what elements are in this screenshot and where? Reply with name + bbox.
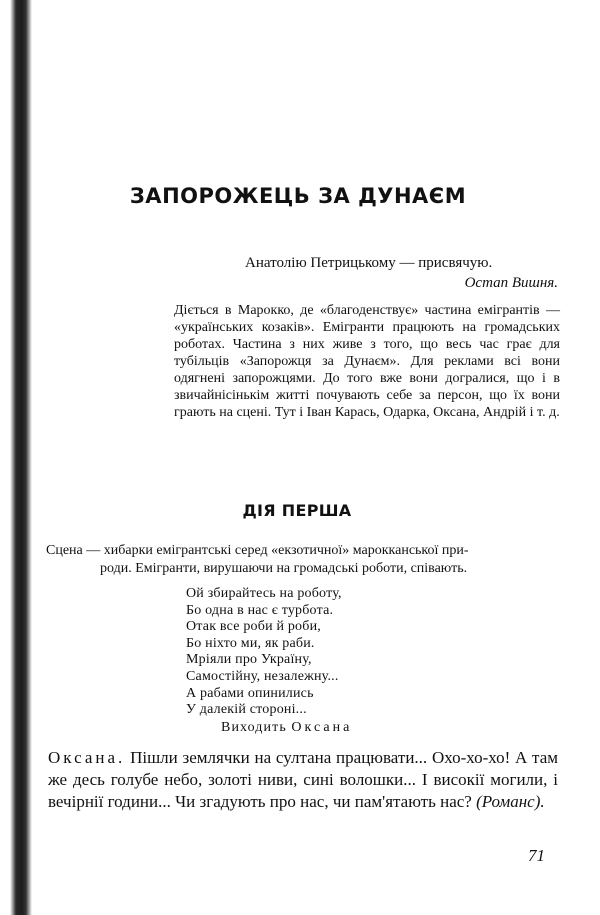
act-title: ДІЯ ПЕРША (242, 501, 352, 520)
page-title: ЗАПОРОЖЕЦЬ ЗА ДУНАЄМ (129, 184, 467, 208)
author-signature: Остап Вишня. (464, 275, 558, 291)
song-line: Ой збирайтесь на роботу, (186, 586, 342, 601)
song-line: Самостійну, незалежну... (186, 668, 339, 684)
page-number: 71 (528, 846, 545, 865)
dedication (245, 253, 560, 293)
speaker-name: Оксана. (48, 748, 126, 767)
song-line: Бо одна в нас є турбота. (186, 602, 334, 618)
stage-direction-character: Оксана (291, 720, 353, 735)
song-line: Отак все роби й роби, (186, 619, 321, 635)
dialogue-paragraph (48, 747, 558, 813)
song-line: Мріяли про Україну, (186, 652, 312, 668)
scene-line-2: роди. Емігранти, вирушаючи на громадські роботи, співають. (100, 561, 468, 576)
song-line: У далекій стороні... (186, 702, 307, 718)
stage-direction-verb: Виходить (221, 720, 287, 735)
scene-line-1: Сцена — хибарки емігрантські серед «екзотичної» марокканської при- (46, 543, 469, 558)
scene-description (46, 542, 556, 578)
song-line: Бо ніхто ми, як раби. (186, 635, 315, 651)
stage-remark: (Романс). (476, 792, 545, 811)
dedication-line: Анатолію Петрицькому — присвячую. (245, 255, 493, 271)
stage-direction (221, 720, 352, 736)
song-lyrics (186, 586, 446, 719)
intro-paragraph: Діється в Марокко, де «благоденствує» частина емігрантів — «українських козаків». Емігранти працюють на громадських роботах. Частина з них живе з того, що весь час грає для тубільців «Запорожця за Дунаєм». Для реклами всі вони одягнені запорожцями. До того вже вони догралися, що і в звичайнісінькім житті почувають себе за персон, що їх вони грають на сцені. Тут і Іван Карась, Одарка, Оксана, Андрій і т. д. (174, 303, 560, 420)
song-line: А рабами опинились (186, 685, 314, 701)
dialogue-text: Пішли землячки на султана працювати... Охо-хо-хо! А там же десь голубе небо, золоті ниви, сині волошки... І високії могили, і вечірнії години... Чи згадують про нас, чи пам'ятають нас? (48, 748, 558, 811)
